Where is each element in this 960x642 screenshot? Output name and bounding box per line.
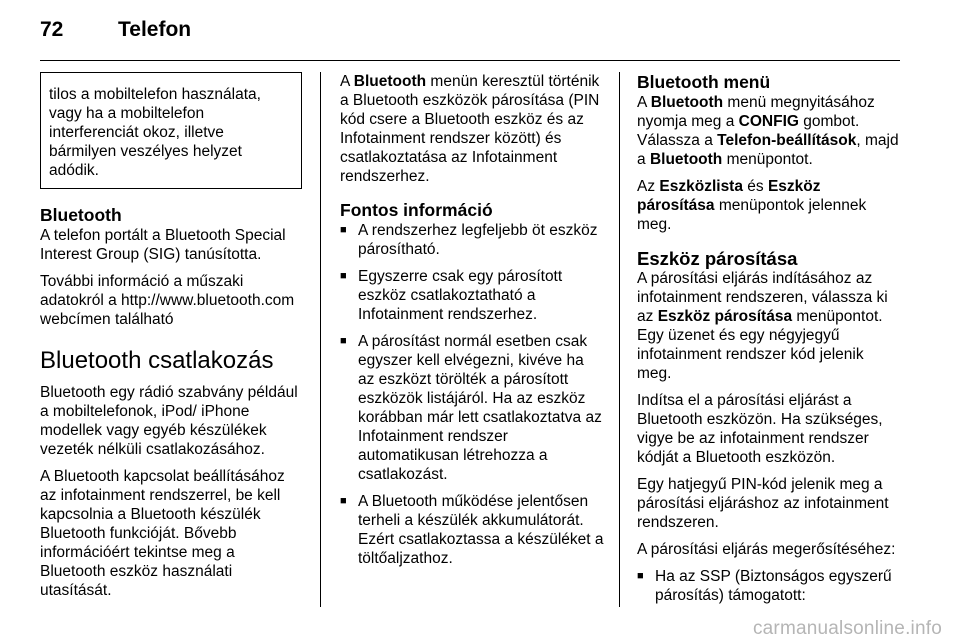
bullet-icon: ■	[340, 224, 347, 236]
bold-term: Eszközlista	[659, 178, 743, 195]
warning-text: tilos a mobiltelefon használata, vagy ha a mobiltelefon interferenciát okoz, illetve bármilyen veszélyes helyzet adódik.	[49, 86, 261, 179]
column-3	[637, 72, 901, 613]
list-item-text: Ha az SSP (Biztonságos egyszerű párosítás) támogatott:	[655, 568, 892, 604]
bold-term: Telefon-beállítások	[717, 132, 857, 149]
pairing-paragraph-4: A párosítási eljárás megerősítéséhez:	[637, 541, 896, 558]
column-divider-2	[619, 72, 620, 607]
menu-intro	[340, 72, 604, 186]
bluetooth-menu-heading: Bluetooth menü	[637, 72, 771, 92]
list-item-text: A rendszerhez legfeljebb öt eszköz párosítható.	[358, 222, 598, 258]
text-run: A párosítási eljárás indításához az infotainment rendszeren, válassza ki az	[637, 270, 888, 325]
text-run: A	[637, 94, 651, 111]
list-item-text: A párosítást normál esetben csak egyszer kell elvégezni, kivéve ha az eszközt törölték a párosított eszközök listájáról. Ha az eszköz korábban már lett csatlakoztatva az Infotainment rendszer automatikusan létrehozza a csatlakozást.	[358, 333, 602, 483]
watermark: carmanualsonline.info	[752, 618, 942, 639]
column-divider-1	[320, 72, 321, 607]
bluetooth-heading: Bluetooth	[40, 205, 122, 225]
column-2	[340, 72, 604, 576]
text-run: menün keresztül történik a Bluetooth eszközök párosítása (PIN kód csere a Bluetooth eszköz és az Infotainment rendszer között) és csatlakoztatása az Infotainment rendszerhez.	[340, 73, 600, 185]
list-item	[340, 492, 604, 568]
list-item	[340, 221, 604, 259]
text-run: menüpontok jelennek meg.	[637, 197, 867, 233]
list-item	[637, 567, 901, 605]
text-run: menüpontot. Egy üzenet és egy négyjegyű infotainment rendszer kód jelenik meg.	[637, 308, 883, 382]
bullet-icon: ■	[340, 495, 347, 507]
bold-term: Eszköz párosítása	[637, 178, 821, 214]
list-item	[340, 332, 604, 484]
connection-paragraph-1: Bluetooth egy rádió szabvány például a mobiltelefonok, iPod/ iPhone modellek vagy egyéb készülékek vezeték nélküli csatlakozásához.	[40, 384, 298, 458]
header-rule	[40, 60, 900, 61]
bold-term: Bluetooth	[353, 73, 427, 90]
pairing-paragraph-3: Egy hatjegyű PIN-kód jelenik meg a párosítási eljáráshoz az infotainment rendszeren.	[637, 476, 889, 531]
list-item-text: Egyszerre csak egy párosított eszköz csatlakoztatható a Infotainment rendszerhez.	[358, 268, 563, 323]
info-list	[340, 221, 604, 568]
page-header	[40, 18, 191, 42]
bullet-icon: ■	[637, 570, 644, 582]
bold-term: CONFIG	[738, 113, 799, 130]
bullet-icon: ■	[340, 270, 347, 282]
text-run: és	[742, 178, 768, 195]
connection-paragraph-2: A Bluetooth kapcsolat beállításához az infotainment rendszerrel, be kell kapcsolnia a Bluetooth készülék Bluetooth funkcióját. Bővebb információért tekintse meg a Bluetooth eszköz használati utasítását.	[40, 468, 285, 599]
connection-heading: Bluetooth csatlakozás	[40, 347, 274, 374]
text-run: menüpontot.	[722, 151, 813, 168]
bold-term: Eszköz párosítása	[657, 308, 793, 325]
list-item	[340, 267, 604, 324]
text-run: A	[340, 73, 354, 90]
important-info-heading: Fontos információ	[340, 200, 493, 220]
pairing-paragraph-2: Indítsa el a párosítási eljárást a Bluetooth eszközön. Ha szükséges, vigye be az infotainment rendszer kódját a Bluetooth eszközön.	[637, 392, 883, 466]
pairing-list	[637, 567, 901, 605]
list-item-text: A Bluetooth működése jelentősen terheli a készülék akkumulátorát. Ezért csatlakoztassa a készüléket a töltőaljzathoz.	[358, 493, 604, 567]
warning-box	[40, 72, 302, 189]
bluetooth-paragraph-1: A telefon portált a Bluetooth Special Interest Group (SIG) tanúsította.	[40, 227, 286, 263]
menu-paragraph-2	[637, 177, 901, 234]
bullet-icon: ■	[340, 335, 347, 347]
page-title: Telefon	[118, 18, 192, 41]
bold-term: Bluetooth	[649, 151, 723, 168]
text-run: gombot. Válassza a	[637, 113, 860, 149]
text-run: menü megnyitásához nyomja meg a	[637, 94, 875, 130]
bold-term: Bluetooth	[650, 94, 724, 111]
menu-paragraph-1	[637, 93, 901, 169]
pairing-paragraph-1	[637, 269, 901, 383]
column-1	[40, 72, 302, 608]
device-pairing-heading: Eszköz párosítása	[637, 248, 798, 269]
page-number: 72	[40, 18, 64, 41]
text-run: , majd a	[637, 132, 899, 168]
text-run: Az	[637, 178, 660, 195]
bluetooth-paragraph-2: További információ a műszaki adatokról a http://www.bluetooth.com webcímen található	[40, 273, 295, 328]
